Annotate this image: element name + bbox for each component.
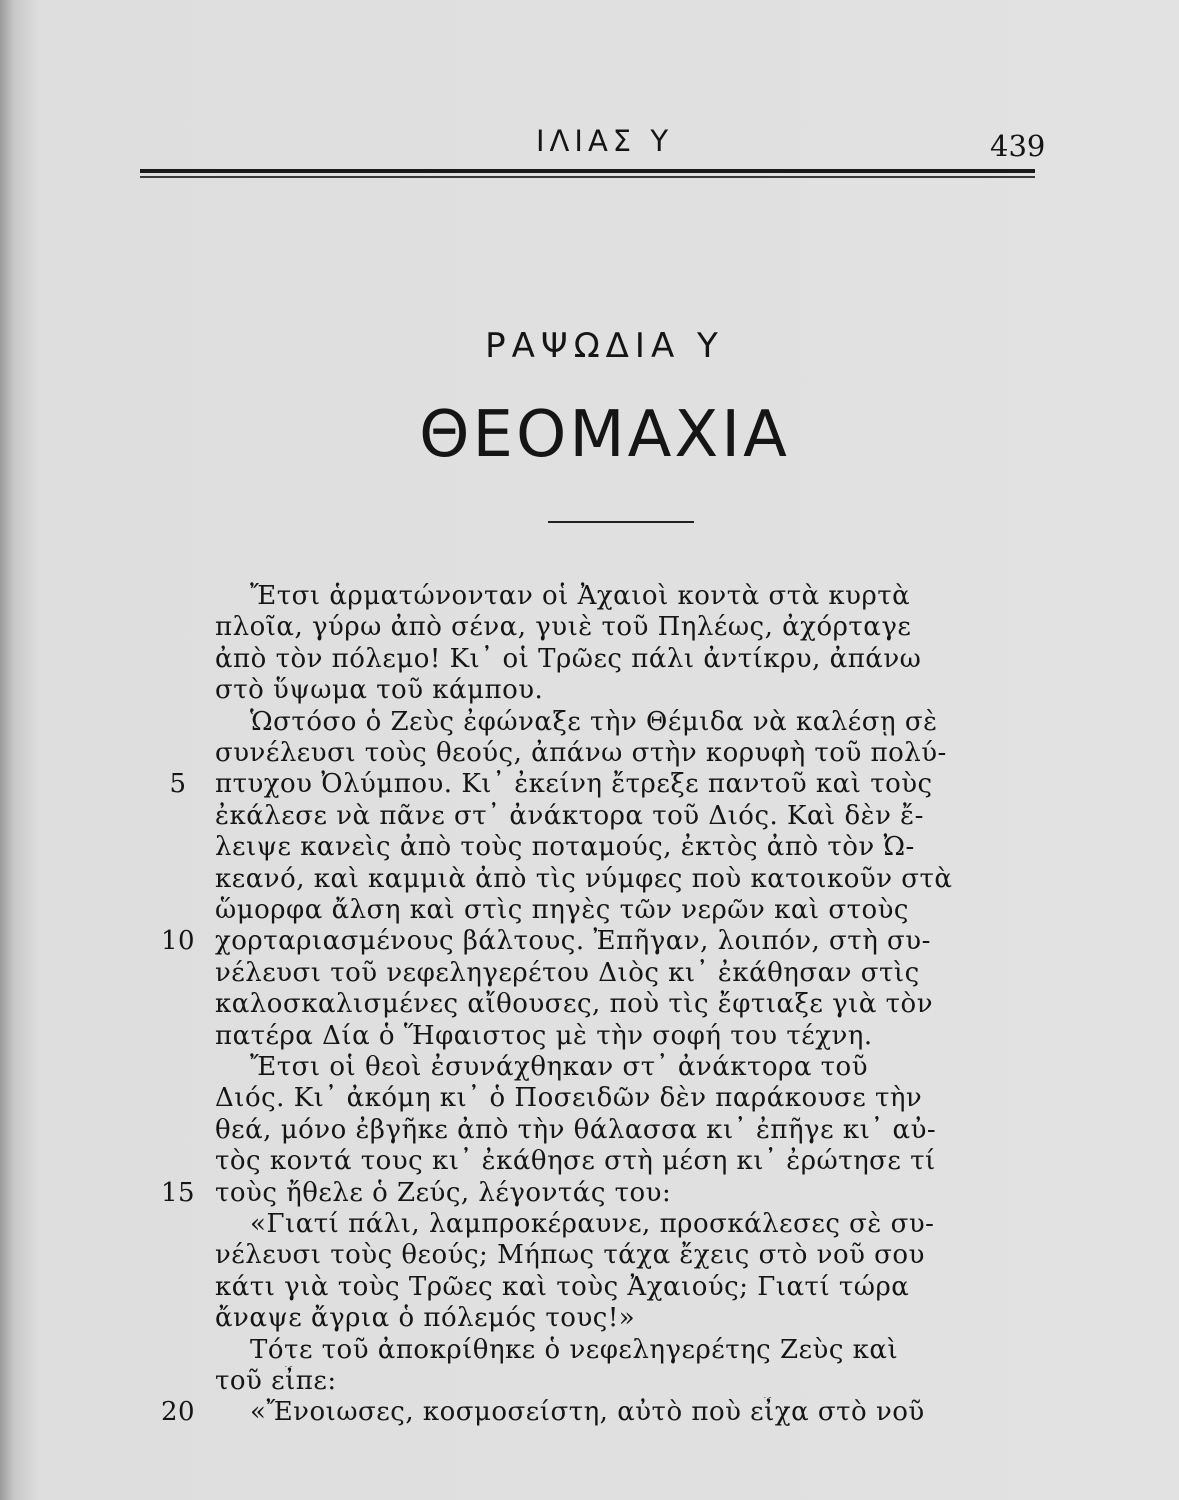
text-line	[0, 1021, 1179, 1053]
text-line	[0, 581, 1179, 613]
line-text: ἄναψε ἄγρια ὁ πόλεμός τους!»	[215, 1303, 636, 1334]
text-line	[0, 769, 1179, 801]
line-text: κεανό, καὶ καμμιὰ ἀπὸ τὶς νύμφες ποὺ κατοικοῦν στὰ	[215, 863, 953, 894]
line-text: ὥμορφα ἄλση καὶ στὶς πηγὲς τῶν νερῶν καὶ στοὺς	[215, 895, 909, 925]
page-number: 439	[990, 129, 1046, 163]
line-text: Ἔτσι οἱ θεοὶ ἐσυνάχθηκαν στ᾽ ἀνάκτορα τοῦ	[215, 1052, 868, 1082]
text-line	[0, 738, 1179, 770]
title-divider	[548, 521, 694, 523]
line-text: λειψε κανεὶς ἀπὸ τοὺς ποταμούς, ἐκτὸς ἀπὸ τὸν Ὠ-	[215, 832, 915, 863]
line-text: χορταριασμένους βάλτους. Ἐπῆγαν, λοιπόν, στὴ συ-	[215, 926, 931, 957]
line-text: στὸ ὕψωμα τοῦ κάμπου.	[215, 675, 544, 706]
line-text: τὸς κοντά τους κι᾽ ἐκάθησε στὴ μέση κι᾽ ἐρώτησε τί	[215, 1146, 936, 1177]
text-line	[0, 1272, 1179, 1304]
line-text: ἐκάλεσε νὰ πᾶνε στ᾽ ἀνάκτορα τοῦ Διός. Καὶ δὲν ἔ-	[215, 800, 924, 831]
line-text: ἀπὸ τὸν πόλεμο! Κι᾽ οἱ Τρῶες πάλι ἀντίκρυ, ἀπάνω	[215, 643, 922, 674]
text-line	[0, 707, 1179, 739]
book-heading-text: ΡΑΨΩΔΙΑ Υ	[485, 326, 724, 366]
text-line	[0, 1240, 1179, 1272]
line-text: «Γιατί πάλι, λαμπροκέραυνε, προσκάλεσες σὲ συ-	[215, 1209, 935, 1239]
chapter-title	[0, 398, 1179, 472]
header-rule	[140, 169, 1035, 173]
line-text: τοὺς ἤθελε ὁ Ζεύς, λέγοντάς του:	[215, 1177, 672, 1208]
chapter-title-text: ΘΕΟΜΑΧΙΑ	[419, 398, 790, 472]
line-text: θεά, μόνο ἐβγῆκε ἀπὸ τὴν θάλασσα κι᾽ ἐπῆγε κι᾽ αὐ-	[215, 1114, 937, 1145]
text-line	[0, 832, 1179, 864]
line-text: νέλευσι τοῦ νεφεληγερέτου Διὸς κι᾽ ἐκάθησαν στὶς	[215, 957, 920, 988]
text-line	[0, 644, 1179, 676]
text-line	[0, 675, 1179, 707]
line-text: τοῦ εἶπε:	[215, 1366, 337, 1396]
text-line	[0, 1209, 1179, 1241]
line-number: 15	[160, 1177, 196, 1208]
line-text: Ὡστόσο ὁ Ζεὺς ἐφώναξε τὴν Θέμιδα νὰ καλέσῃ σὲ	[215, 706, 938, 737]
text-line	[0, 864, 1179, 896]
text-line	[0, 1083, 1179, 1115]
line-number: 10	[160, 926, 196, 957]
text-line	[0, 1178, 1179, 1210]
line-text: συνέλευσι τοὺς θεούς, ἀπάνω στὴν κορυφὴ τοῦ πολύ-	[215, 738, 947, 768]
book-heading	[0, 326, 1179, 366]
line-text: νέλευσι τοὺς θεούς; Μήπως τάχα ἔχεις στὸ νοῦ σου	[215, 1240, 925, 1271]
text-line	[0, 801, 1179, 833]
text-line	[0, 1303, 1179, 1335]
text-line	[0, 1146, 1179, 1178]
text-line	[0, 1366, 1179, 1398]
text-line	[0, 1052, 1179, 1084]
line-number: 5	[169, 769, 187, 800]
line-text: Ἔτσι ἁρματώνονταν οἱ Ἀχαιοὶ κοντὰ στὰ κυρτὰ	[215, 581, 911, 611]
text-line	[0, 895, 1179, 927]
line-text: κάτι γιὰ τοὺς Τρῶες καὶ τοὺς Ἀχαιούς; Γιατί τώρα	[215, 1271, 910, 1302]
line-number: 20	[160, 1397, 196, 1428]
header-rule-thin	[140, 176, 1035, 178]
line-text: πλοῖα, γύρω ἀπὸ σένα, γυιὲ τοῦ Πηλέως, ἀχόρταγε	[215, 612, 912, 643]
text-line	[0, 1335, 1179, 1367]
text-line	[0, 1397, 1179, 1429]
line-text: Διός. Κι᾽ ἀκόμη κι᾽ ὁ Ποσειδῶν δὲν παράκουσε τὴν	[215, 1083, 923, 1114]
line-text: πατέρα Δία ὁ Ἥφαιστος μὲ τὴν σοφή του τέχνη.	[215, 1020, 873, 1051]
text-line	[0, 612, 1179, 644]
text-line	[0, 989, 1179, 1021]
running-title: ΙΛΙΑΣ Υ	[536, 124, 674, 158]
line-text: πτυχου Ὀλύμπου. Κι᾽ ἐκείνη ἔτρεξε παντοῦ καὶ τοὺς	[215, 769, 933, 800]
line-text: Τότε τοῦ ἀποκρίθηκε ὁ νεφεληγερέτης Ζεὺς καὶ	[215, 1334, 899, 1365]
text-line	[0, 1115, 1179, 1147]
text-line	[0, 958, 1179, 990]
text-line	[0, 926, 1179, 958]
line-text: «Ἔνοιωσες, κοσμοσείστη, αὐτὸ ποὺ εἶχα στὸ νοῦ	[215, 1397, 925, 1428]
line-text: καλοσκαλισμένες αἴθουσες, ποὺ τὶς ἔφτιαξε γιὰ τὸν	[215, 989, 934, 1020]
